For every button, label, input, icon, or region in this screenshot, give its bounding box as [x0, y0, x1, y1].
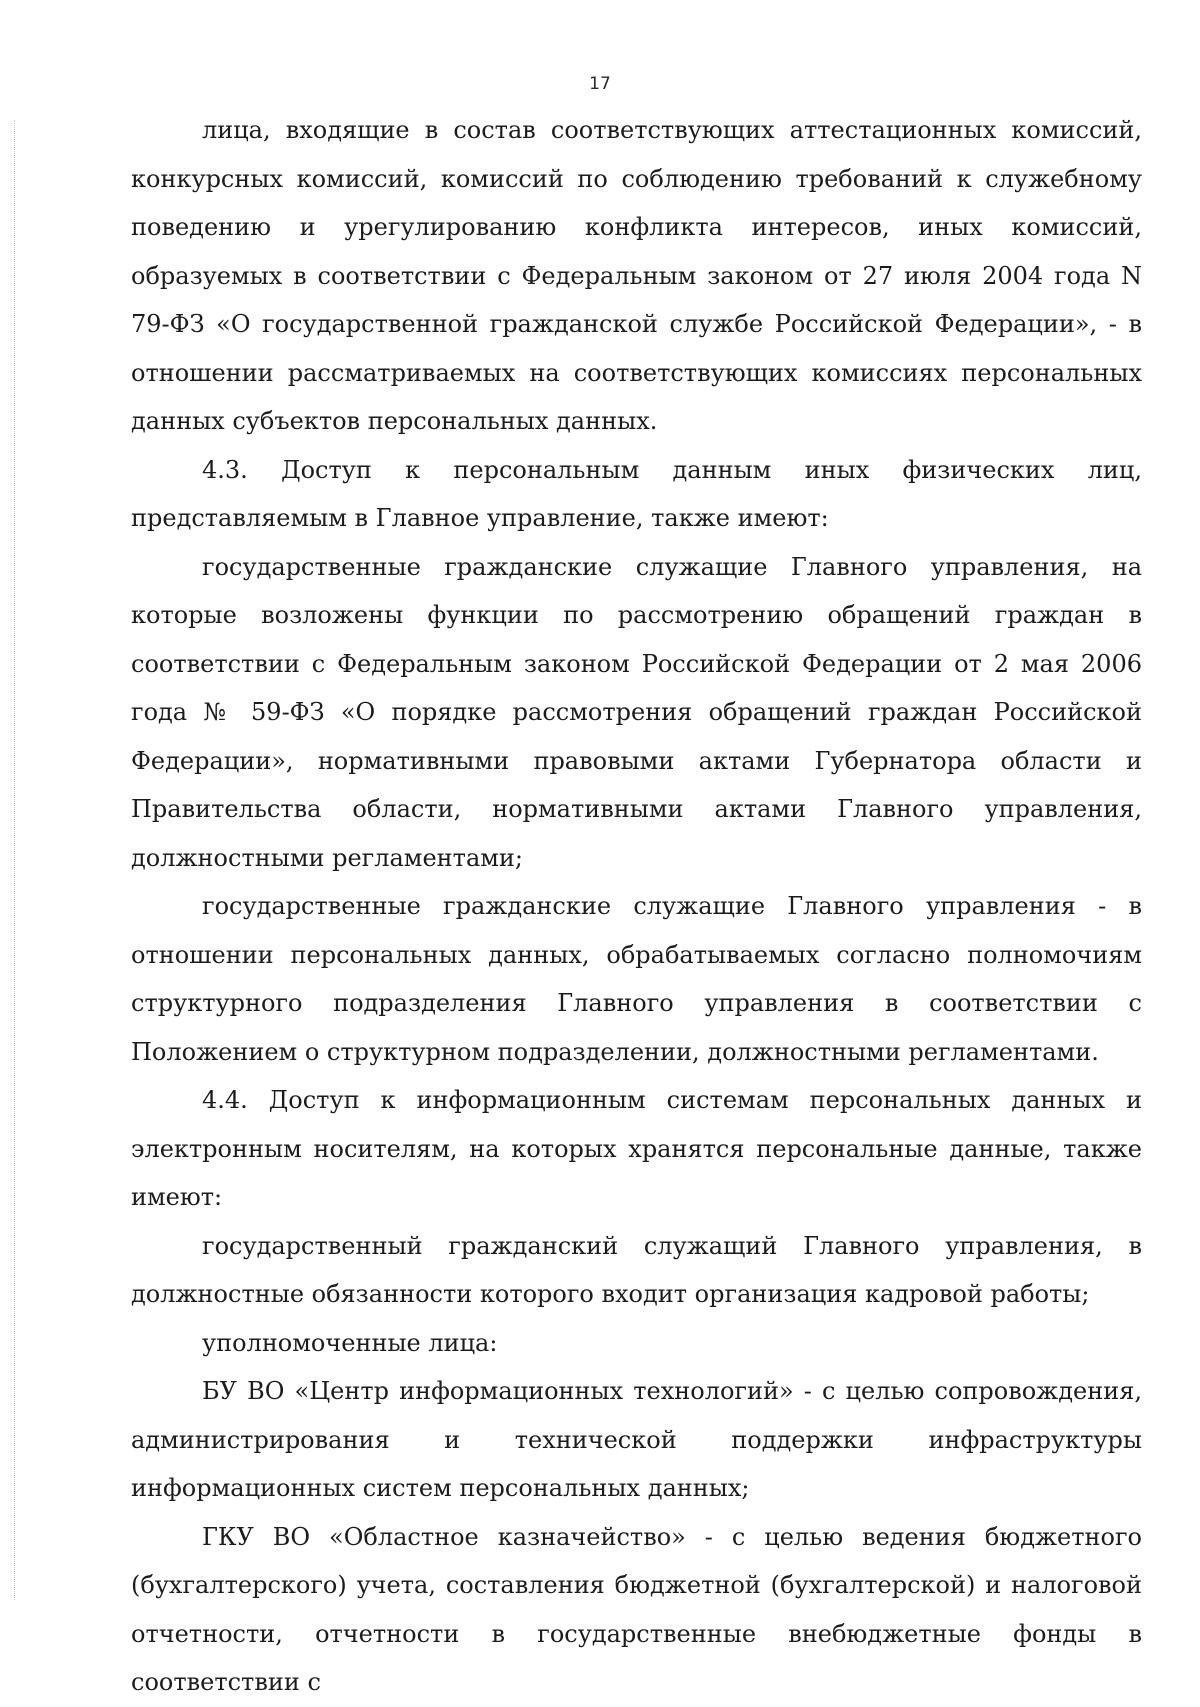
paragraph: государственный гражданский служащий Главного управления, в должностные обязанности которого входит организация кадровой работы; [131, 1231, 1142, 1308]
paragraph: лица, входящие в состав соответствующих аттестационных комиссий, конкурсных комиссий, комиссий по соблюдению требований к служебному поведению и урегулированию конфликта интересов, иных комиссий, образуемых в соответствии с Федеральным законом от 27 июля 2004 года N 79-ФЗ «О государственной гражданской службе Российской Федерации», - в отношении рассматриваемых на соответствующих комиссиях персональных данных субъектов персональных данных. [131, 116, 1142, 435]
paragraph: БУ ВО «Центр информационных технологий» - с целью сопровождения, администрирования и технической поддержки инфраструктуры информационных систем персональных данных; [131, 1377, 1142, 1502]
paragraph: ГКУ ВО «Областное казначейство» - с целью ведения бюджетного (бухгалтерского) учета, составления бюджетной (бухгалтерской) и налоговой отчетности, отчетности в государственные внебюджетные фонды в соответствии с [131, 1522, 1142, 1696]
document-body [131, 106, 1142, 1707]
paragraph: государственные гражданские служащие Главного управления - в отношении персональных данных, обрабатываемых согласно полномочиям структурного подразделения Главного управления в соответствии с Положением о структурном подразделении, должностными регламентами. [131, 892, 1142, 1066]
page-number: 17 [589, 74, 611, 94]
scan-edge-mark [14, 120, 15, 1600]
paragraph: 4.3. Доступ к персональным данным иных физических лиц, представляемым в Главное управление, также имеют: [131, 455, 1142, 532]
paragraph: государственные гражданские служащие Главного управления, на которые возложены функции по рассмотрению обращений граждан в соответствии с Федеральным законом Российской Федерации от 2 мая 2006 года № 59-ФЗ «О порядке рассмотрения обращений граждан Российской Федерации», нормативными правовыми актами Губернатора области и Правительства области, нормативными актами Главного управления, должностными регламентами; [131, 552, 1142, 872]
paragraph: 4.4. Доступ к информационным системам персональных данных и электронным носителям, на которых хранятся персональные данные, также имеют: [131, 1086, 1142, 1211]
paragraph: уполномоченные лица: [202, 1328, 498, 1357]
